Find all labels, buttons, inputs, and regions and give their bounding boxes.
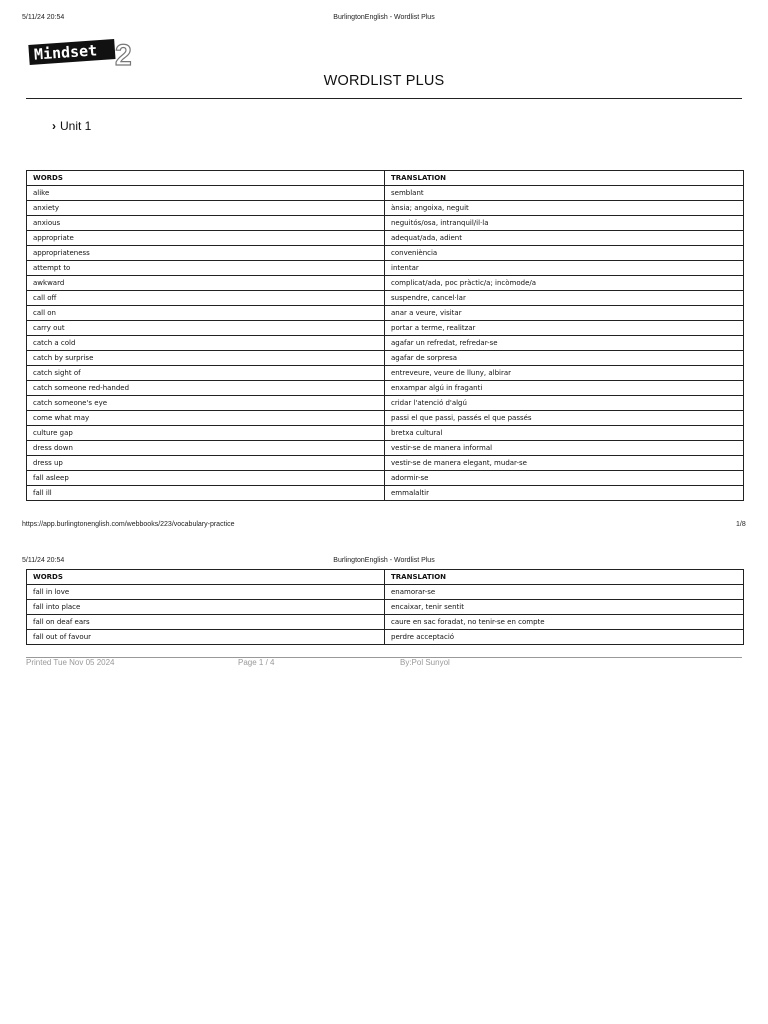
table-header-row	[27, 570, 744, 585]
word-cell: anxious	[27, 216, 385, 231]
table-row	[27, 441, 744, 456]
print-datetime: 5/11/24 20:54	[22, 14, 65, 21]
table-row	[27, 201, 744, 216]
logo-text: Mindset	[33, 41, 98, 64]
word-cell: dress up	[27, 456, 385, 471]
word-cell: dress down	[27, 441, 385, 456]
translation-cell: intentar	[385, 261, 744, 276]
table-row	[27, 426, 744, 441]
translation-cell: neguitós/osa, intranquil/il·la	[385, 216, 744, 231]
table-row	[27, 585, 744, 600]
word-cell: anxiety	[27, 201, 385, 216]
printed-date: Printed Tue Nov 05 2024	[26, 658, 115, 667]
footer-author: By:Pol Sunyol	[400, 658, 450, 667]
footer-page-count: Page 1 / 4	[238, 658, 275, 667]
translation-cell: enxampar algú in fraganti	[385, 381, 744, 396]
word-cell: attempt to	[27, 261, 385, 276]
table-row	[27, 381, 744, 396]
words-header: WORDS	[27, 171, 385, 186]
table-row	[27, 186, 744, 201]
word-cell: call off	[27, 291, 385, 306]
word-cell: fall out of favour	[27, 630, 385, 645]
chevron-right-icon: ›	[52, 119, 56, 133]
table-row	[27, 615, 744, 630]
translation-cell: agafar de sorpresa	[385, 351, 744, 366]
unit-label: Unit 1	[60, 119, 92, 133]
word-cell: culture gap	[27, 426, 385, 441]
word-cell: catch someone red-handed	[27, 381, 385, 396]
print-title: BurlingtonEnglish - Wordlist Plus	[333, 14, 435, 21]
word-cell: fall into place	[27, 600, 385, 615]
word-cell: carry out	[27, 321, 385, 336]
table-row	[27, 630, 744, 645]
translation-cell: adormir-se	[385, 471, 744, 486]
logo-number: 2	[115, 39, 132, 69]
translation-header: TRANSLATION	[385, 570, 744, 585]
translation-cell: caure en sac foradat, no tenir-se en compte	[385, 615, 744, 630]
translation-cell: encaixar, tenir sentit	[385, 600, 744, 615]
table-row	[27, 366, 744, 381]
translation-cell: complicat/ada, poc pràctic/a; incòmode/a	[385, 276, 744, 291]
print-datetime-2: 5/11/24 20:54	[22, 557, 65, 564]
table-row	[27, 231, 744, 246]
unit-heading[interactable]	[52, 119, 91, 133]
translation-cell: adequat/ada, adient	[385, 231, 744, 246]
translation-cell: enamorar-se	[385, 585, 744, 600]
translation-cell: perdre acceptació	[385, 630, 744, 645]
mindset-logo	[27, 35, 137, 69]
translation-cell: passi el que passi, passés el que passés	[385, 411, 744, 426]
translation-cell: suspendre, cancel·lar	[385, 291, 744, 306]
table-row	[27, 291, 744, 306]
translation-cell: portar a terme, realitzar	[385, 321, 744, 336]
word-cell: awkward	[27, 276, 385, 291]
table-row	[27, 276, 744, 291]
table-row	[27, 321, 744, 336]
translation-cell: conveniència	[385, 246, 744, 261]
table-header-row	[27, 171, 744, 186]
table-row	[27, 336, 744, 351]
table-row	[27, 246, 744, 261]
table-row	[27, 396, 744, 411]
table-row	[27, 486, 744, 501]
table-row	[27, 306, 744, 321]
word-cell: catch sight of	[27, 366, 385, 381]
translation-cell: entreveure, veure de lluny, albirar	[385, 366, 744, 381]
page-title: WORDLIST PLUS	[323, 73, 445, 89]
print-title-2: BurlingtonEnglish - Wordlist Plus	[333, 557, 435, 564]
translation-cell: agafar un refredat, refredar-se	[385, 336, 744, 351]
table-row	[27, 411, 744, 426]
table-row	[27, 351, 744, 366]
footer-divider	[26, 657, 742, 658]
translation-header: TRANSLATION	[385, 171, 744, 186]
print-page-number: 1/8	[736, 521, 746, 528]
word-cell: appropriate	[27, 231, 385, 246]
words-header: WORDS	[27, 570, 385, 585]
word-cell: catch a cold	[27, 336, 385, 351]
word-cell: call on	[27, 306, 385, 321]
word-cell: fall on deaf ears	[27, 615, 385, 630]
wordlist-table-continued	[26, 569, 744, 645]
table-row	[27, 216, 744, 231]
word-cell: fall asleep	[27, 471, 385, 486]
translation-cell: vestir-se de manera elegant, mudar-se	[385, 456, 744, 471]
translation-cell: vestir-se de manera informal	[385, 441, 744, 456]
translation-cell: ànsia; angoixa, neguit	[385, 201, 744, 216]
wordlist-table	[26, 170, 744, 501]
translation-cell: semblant	[385, 186, 744, 201]
translation-cell: bretxa cultural	[385, 426, 744, 441]
word-cell: come what may	[27, 411, 385, 426]
print-url: https://app.burlingtonenglish.com/webbooks/223/vocabulary-practice	[22, 521, 235, 528]
table-row	[27, 600, 744, 615]
word-cell: alike	[27, 186, 385, 201]
table-row	[27, 471, 744, 486]
title-divider	[26, 98, 742, 99]
table-row	[27, 261, 744, 276]
word-cell: fall in love	[27, 585, 385, 600]
word-cell: appropriateness	[27, 246, 385, 261]
word-cell: fall ill	[27, 486, 385, 501]
table-row	[27, 456, 744, 471]
translation-cell: cridar l'atenció d'algú	[385, 396, 744, 411]
word-cell: catch by surprise	[27, 351, 385, 366]
word-cell: catch someone's eye	[27, 396, 385, 411]
translation-cell: emmalaltir	[385, 486, 744, 501]
translation-cell: anar a veure, visitar	[385, 306, 744, 321]
